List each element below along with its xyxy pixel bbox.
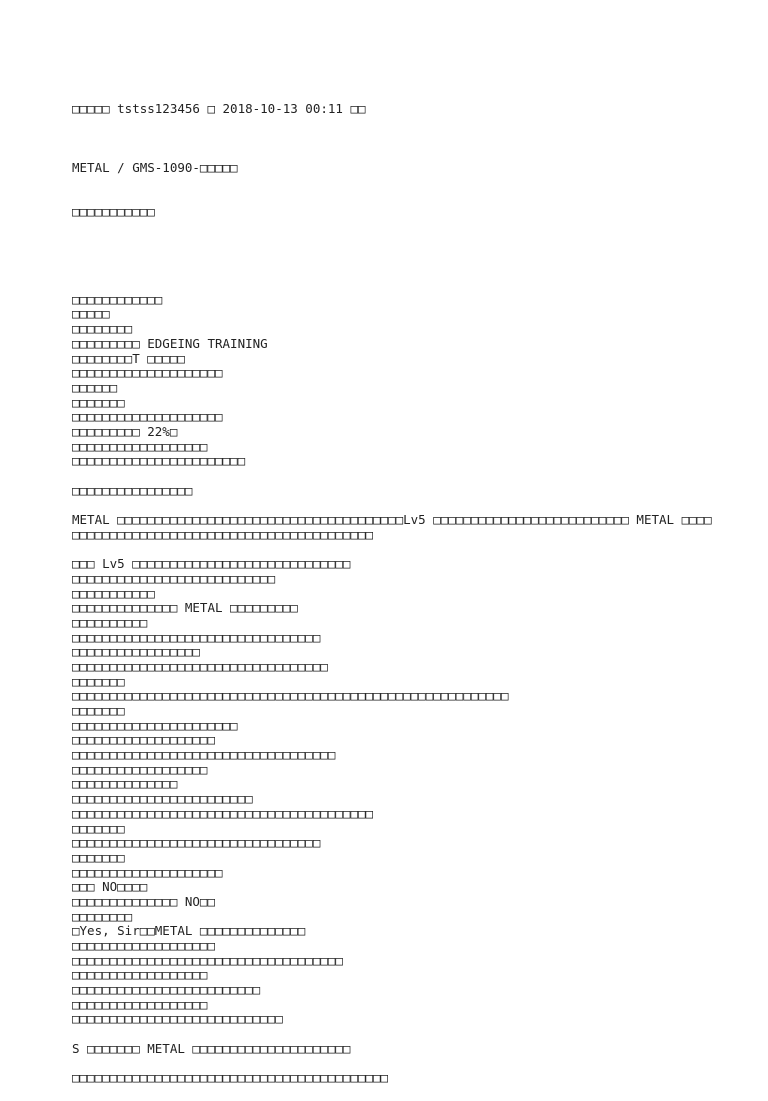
text-line: □□□□□□□□□□□□□□□□□□□□□□□□□□□□□□□□□□□ (72, 748, 336, 763)
text-line: □□□□□□□□□□□□□□□□□□□□□□□□ (72, 792, 253, 807)
text-line: □□□□□□□□□□□□□□□□□□□ (72, 939, 215, 954)
paragraph-gap (72, 498, 752, 513)
text-line: □□□□□□□□□□□□□□□□□□□□□□□□□□□□□□□□□ (72, 630, 321, 645)
text-line: □□□□□□□□□□□□ (72, 292, 163, 307)
text-line: □□□ Lv5 □□□□□□□□□□□□□□□□□□□□□□□□□□□□□ (72, 557, 351, 572)
paragraph (72, 1071, 752, 1086)
text-line: □□□□□□□□□□□□□□□□□□□□□□□□□□□□□□□□□□□□□□□□ (72, 527, 374, 542)
text-line: □□□□□□□□□□□□□□□□□□ (72, 762, 208, 777)
post-title-sub: □□□□□□□□□□□ (72, 204, 155, 219)
text-line: □Yes, Sir□□METAL □□□□□□□□□□□□□□ (72, 924, 306, 939)
text-line: □□□□□□□□□□□□□□□□□□□□□□□□□□□□ (72, 1012, 283, 1027)
text-line: □□□□□□ (72, 380, 118, 395)
text-line: □□□□□□□□□□□ (72, 586, 155, 601)
paragraph-gap (72, 542, 752, 557)
text-line: □□□□□□□□□□□□□□□□□□□□□□□ (72, 454, 246, 469)
post-body (72, 293, 752, 1086)
text-line: □□□□□□□□□□□□□□□□□□ (72, 997, 208, 1012)
text-line: □□□ NO□□□□ (72, 880, 148, 895)
text-line: □□□□□□□□□□□□□□ (72, 777, 178, 792)
text-line: □□□□□□□□□□□□□□□□□□□ (72, 733, 215, 748)
forum-post (72, 73, 752, 1101)
paragraph-gap (72, 249, 752, 264)
text-line: □□□□□□□□ (72, 909, 133, 924)
text-line: □□□□□□□□□□□□□□□□□□□□□□□□□□□□□□□□□□□□ (72, 953, 343, 968)
text-line: □□□□□□□□ (72, 322, 133, 337)
text-line: □□□□□□□□T □□□□□ (72, 351, 185, 366)
post-header: □□□□□ tstss123456 □ 2018-10-13 00:11 □□ (72, 102, 366, 117)
text-line: □□□□□□□□□□□□□□□□□□□□□□ (72, 718, 238, 733)
paragraph (72, 484, 752, 499)
text-line: □□□□□□□□□□□□□□□□□□□□□□□□□□□ (72, 571, 276, 586)
paragraph (72, 293, 752, 469)
paragraph-gap (72, 1057, 752, 1072)
paragraph (72, 557, 752, 1027)
text-line: □□□□□□□□□□□□□□□□□□ (72, 968, 208, 983)
text-line: □□□□□□□□□□□□□□□□□□□□ (72, 410, 223, 425)
text-line: □□□□□□□ (72, 674, 125, 689)
text-line: □□□□□□□ (72, 704, 125, 719)
text-line: □□□□□□□□□□□□□□ METAL □□□□□□□□□ (72, 601, 298, 616)
text-line: □□□□□ (72, 307, 110, 322)
text-line: S □□□□□□□ METAL □□□□□□□□□□□□□□□□□□□□□ (72, 1041, 351, 1056)
paragraph (72, 1042, 752, 1057)
text-line: □□□□□□□□□ 22%□ (72, 424, 178, 439)
text-line: □□□□□□□□□□ (72, 615, 148, 630)
text-line: □□□□□□□□□□□□□□□□□□□□ (72, 366, 223, 381)
paragraph (72, 513, 752, 542)
text-line: □□□□□□□□□□□□□□□□□□□□□□□□□□□□□□□□□ (72, 836, 321, 851)
text-line: □□□□□□□□□□□□□□□□□□□□□□□□□ (72, 983, 261, 998)
text-line: □□□□□□□□□□□□□□ NO□□ (72, 894, 215, 909)
text-line: □□□□□□□ (72, 850, 125, 865)
text-line: □□□□□□□□□ EDGEING TRAINING (72, 336, 268, 351)
text-line: □□□□□□□ (72, 821, 125, 836)
text-line: □□□□□□□□□□□□□□□□□□□□□□□□□□□□□□□□□□□□□□□□ (72, 806, 374, 821)
text-line: □□□□□□□□□□□□□□□□□ (72, 645, 200, 660)
text-line: □□□□□□□□□□□□□□□□□□□□□□□□□□□□□□□□□□□□□□□□□□ (72, 1071, 389, 1086)
text-line: □□□□□□□□□□□□□□□□ (72, 483, 193, 498)
paragraph-gap (72, 469, 752, 484)
text-line: □□□□□□□□□□□□□□□□□□ (72, 439, 208, 454)
text-line: □□□□□□□ (72, 395, 125, 410)
text-line: □□□□□□□□□□□□□□□□□□□□□□□□□□□□□□□□□□ (72, 659, 328, 674)
text-line: □□□□□□□□□□□□□□□□□□□□□□□□□□□□□□□□□□□□□□□□□□□□□□□□□□□□□□□□□□ (72, 689, 509, 704)
paragraph-gap (72, 1027, 752, 1042)
text-line: METAL □□□□□□□□□□□□□□□□□□□□□□□□□□□□□□□□□□□□□□Lv5 □□□□□□□□□□□□□□□□□□□□□□□□□□ METAL □□□□ (72, 513, 712, 528)
post-title: METAL / GMS-1090-□□□□□ (72, 160, 238, 175)
text-line: □□□□□□□□□□□□□□□□□□□□ (72, 865, 223, 880)
